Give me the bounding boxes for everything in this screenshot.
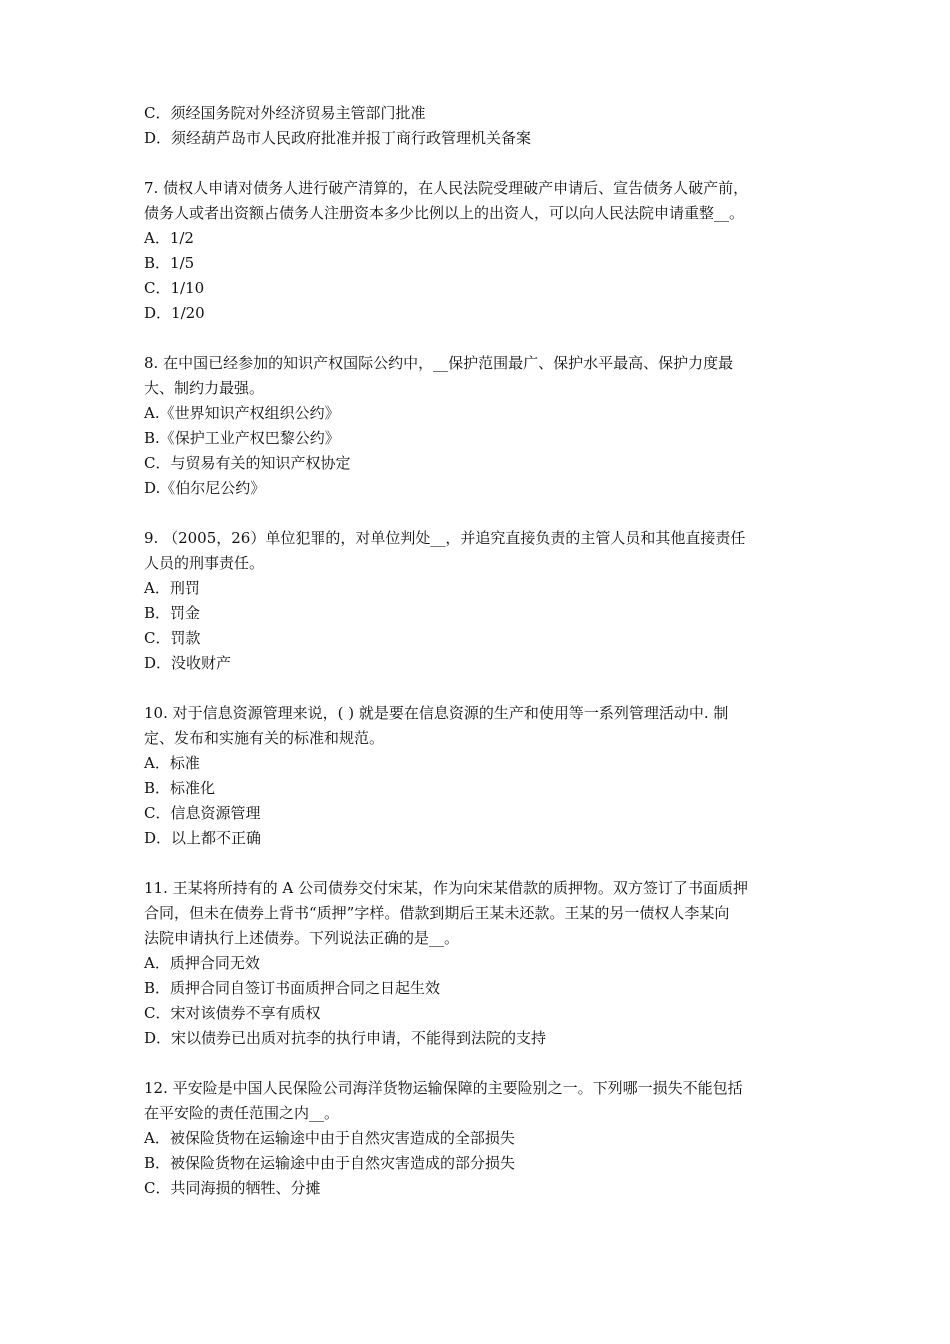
- question-stem: 定、发布和实施有关的标准和规范。: [144, 729, 385, 747]
- question-stem: 10. 对于信息资源管理来说，( ) 就是要在信息资源的生产和使用等一系列管理活动中. 制: [144, 704, 729, 722]
- option-line: A.《世界知识产权组织公约》: [144, 404, 340, 422]
- question-10: [144, 701, 816, 851]
- option-line: C．与贸易有关的知识产权协定: [144, 454, 351, 472]
- question-stem: 合同，但未在债券上背书“质押”字样。借款到期后王某未还款。王某的另一债权人李某向: [144, 904, 730, 922]
- question-stem: 8. 在中国已经参加的知识产权国际公约中，__保护范围最广、保护水平最高、保护力度最: [144, 354, 734, 372]
- option-line: A．质押合同无效: [144, 954, 260, 972]
- document-body: [144, 101, 816, 1201]
- option-line: A．刑罚: [144, 579, 200, 597]
- question-stem: 12. 平安险是中国人民保险公司海洋货物运输保障的主要险别之一。下列哪一损失不能包括: [144, 1079, 743, 1097]
- question-stem: 人员的刑事责任。: [144, 554, 265, 572]
- question-stem: 7. 债权人申请对债务人进行破产清算的，在人民法院受理破产申请后、宣告债务人破产前，: [144, 179, 749, 197]
- question-stem: 11. 王某将所持有的 A 公司债券交付宋某，作为向宋某借款的质押物。双方签订了书面质押: [144, 879, 748, 897]
- option-line: A．标准: [144, 754, 200, 772]
- question-stem: 大、制约力最强。: [144, 379, 265, 397]
- option-line: C．共同海损的牺牲、分摊: [144, 1179, 321, 1197]
- option-line: B．被保险货物在运输途中由于自然灾害造成的部分损失: [144, 1154, 516, 1172]
- option-line: D．以上都不正确: [144, 829, 262, 847]
- option-line: C．信息资源管理: [144, 804, 261, 822]
- option-line: C．1/10: [144, 279, 205, 297]
- leading-options: [144, 101, 816, 151]
- option-line: D.《伯尔尼公约》: [144, 479, 266, 497]
- option-line: B.《保护工业产权巴黎公约》: [144, 429, 340, 447]
- question-stem: 债务人或者出资额占债务人注册资本多少比例以上的出资人，可以向人民法院申请重整__。: [144, 204, 745, 222]
- question-9: [144, 526, 816, 676]
- question-stem: 法院申请执行上述债券。下列说法正确的是__。: [144, 929, 460, 947]
- option-line: B．1/5: [144, 254, 195, 272]
- option-line: D．须经葫芦岛市人民政府批准并报丁商行政管理机关备案: [144, 129, 532, 147]
- option-line: B．罚金: [144, 604, 201, 622]
- option-line: C．宋对该债券不享有质权: [144, 1004, 321, 1022]
- question-12: [144, 1076, 816, 1201]
- question-7: [144, 176, 816, 326]
- option-line: C．罚款: [144, 629, 201, 647]
- option-line: C．须经国务院对外经济贸易主管部门批准: [144, 104, 426, 122]
- question-stem: 9. （2005，26）单位犯罪的，对单位判处__，并追究直接负责的主管人员和其他直接责任: [144, 529, 746, 547]
- option-line: B．标准化: [144, 779, 216, 797]
- option-line: D．宋以债券已出质对抗李的执行申请，不能得到法院的支持: [144, 1029, 547, 1047]
- option-line: B．质押合同自签订书面质押合同之日起生效: [144, 979, 441, 997]
- option-line: D．1/20: [144, 304, 205, 322]
- option-line: A．1/2: [144, 229, 194, 247]
- question-stem: 在平安险的责任范围之内__。: [144, 1104, 340, 1122]
- option-line: A．被保险货物在运输途中由于自然灾害造成的全部损失: [144, 1129, 515, 1147]
- option-line: D．没收财产: [144, 654, 232, 672]
- question-11: [144, 876, 816, 1051]
- question-8: [144, 351, 816, 501]
